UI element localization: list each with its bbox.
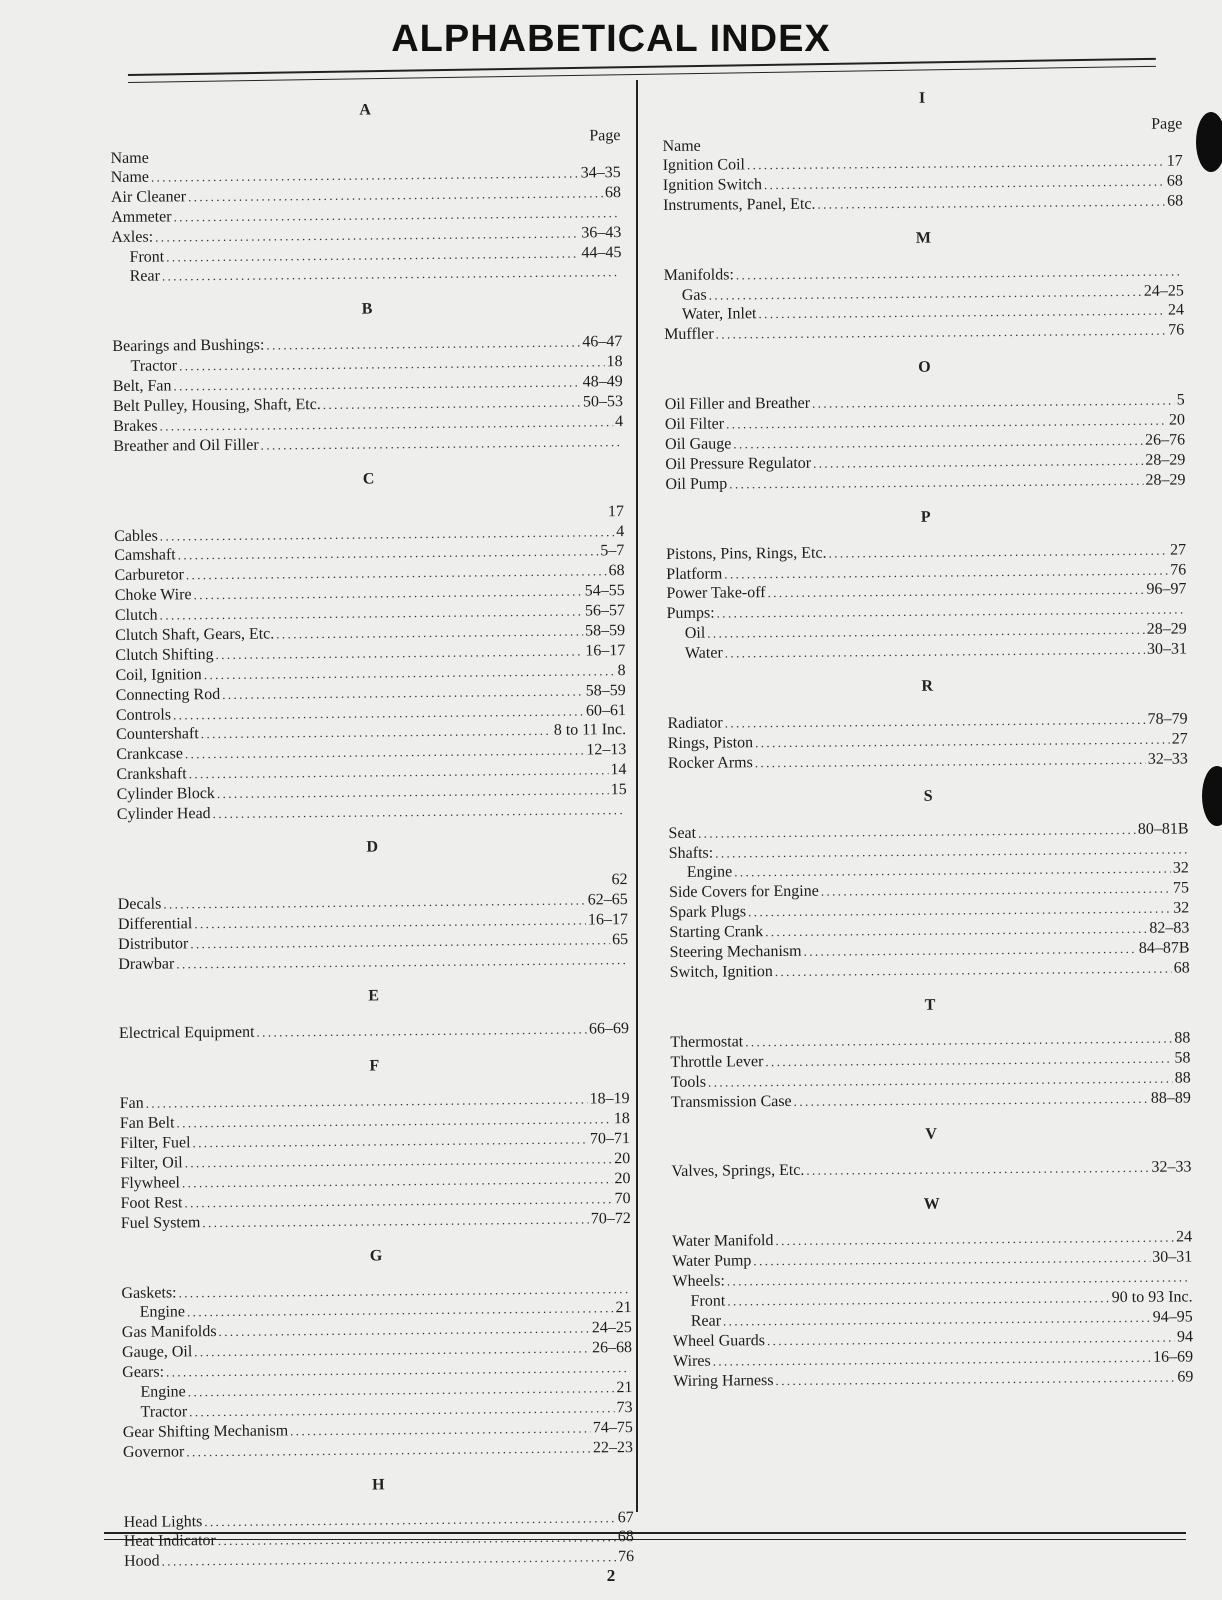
entry-page: 36–43	[581, 223, 622, 242]
index-column-right	[662, 81, 1193, 1401]
entry-label: Axles:	[111, 228, 154, 246]
leader-dots	[775, 1367, 1175, 1390]
entry-page: 20	[614, 1150, 631, 1168]
entry-page: 65	[612, 930, 629, 948]
entry-label: Platform	[666, 565, 723, 583]
entry-label: Gas	[681, 286, 707, 304]
entry-label: Head Lights	[123, 1512, 203, 1531]
entry-label: Wheels:	[672, 1272, 725, 1291]
entry-label: Oil Filler and Breather	[664, 394, 811, 414]
entry-page: 56–57	[584, 602, 626, 620]
entry-page: 4	[616, 522, 625, 540]
entry-page: 17	[1166, 152, 1183, 170]
entry-label: Distributor	[118, 934, 189, 953]
entry-label: Instruments, Panel, Etc.	[662, 195, 816, 214]
entry-page: 16–17	[587, 910, 628, 929]
entry-page: 75	[1172, 879, 1190, 897]
entry-label: Drawbar	[118, 954, 175, 973]
entry-label: Oil Pump	[665, 475, 728, 493]
entry-label: Belt, Fan	[112, 377, 172, 396]
entry-label: Clutch Shaft, Gears, Etc.	[115, 625, 275, 645]
entry-page: 24–25	[591, 1319, 632, 1337]
entry-label: Engine	[686, 863, 733, 882]
section-letter: P	[920, 508, 931, 526]
entry-label: Water, Inlet	[681, 305, 757, 324]
entry-page: 14	[610, 761, 627, 779]
entry-label: Oil Filter	[664, 415, 725, 434]
entry-page: 18–19	[589, 1090, 630, 1108]
entry-page: 27	[1171, 730, 1188, 748]
leader-dots	[725, 640, 1145, 664]
entry-label: Belt Pulley, Housing, Shaft, Etc.	[112, 396, 321, 416]
entry-page: 58	[1174, 1049, 1191, 1067]
entry-label: Air Cleaner	[110, 188, 187, 206]
entry-page: 78–79	[1147, 710, 1188, 728]
entry-label: Seat	[668, 824, 697, 842]
entry-page: 28–29	[1145, 451, 1186, 469]
entry-page: 94–95	[1152, 1308, 1193, 1326]
page-header: Page	[589, 127, 621, 145]
entry-page: 32–33	[1147, 750, 1188, 768]
entry-page: 8 to 11 Inc.	[553, 721, 627, 740]
entry-label: Differential	[117, 914, 193, 933]
entry-label: Starting Crank	[669, 923, 764, 942]
entry-label: Pumps:	[666, 604, 715, 623]
entry-page: 32	[1172, 859, 1189, 878]
entry-label: Electrical Equipment	[118, 1024, 255, 1043]
entry-page: 20	[614, 1169, 631, 1188]
entry-page: 18	[606, 353, 623, 371]
entry-page: 96–97	[1146, 580, 1187, 599]
entry-page: 68	[617, 1528, 634, 1546]
entry-page: 82–83	[1149, 919, 1190, 937]
entry-label: Transmission Case	[670, 1092, 792, 1111]
entry-label: Power Take-off	[666, 584, 766, 603]
entry-label: Carburetor	[114, 566, 184, 585]
entry-page: 48–49	[582, 373, 623, 391]
entry-page: 84–87B	[1138, 939, 1190, 957]
section-letter: C	[362, 470, 375, 488]
entry-page: 18	[613, 1110, 630, 1128]
section-letter: E	[368, 987, 380, 1005]
entry-label: Flywheel	[120, 1174, 181, 1192]
entry-label: Front	[690, 1292, 726, 1310]
entry-page: 67	[617, 1508, 634, 1526]
entry-page: 68	[604, 183, 622, 202]
entry-page: 44–45	[581, 243, 622, 262]
entry-label: Water Manifold	[672, 1232, 774, 1251]
entry-label: Decals	[117, 895, 162, 913]
entry-page: 74–75	[592, 1418, 633, 1437]
entry-page: 76	[1168, 321, 1185, 339]
leader-dots	[755, 750, 1146, 773]
entry-page: 50–53	[582, 393, 624, 411]
entry-page: 73	[616, 1398, 633, 1417]
entry-label: Oil	[684, 624, 706, 643]
section-letter: O	[918, 358, 931, 377]
entry-label: Engine	[139, 1303, 186, 1322]
entry-page: 68	[608, 562, 625, 580]
entry-label: Throttle Lever	[670, 1052, 764, 1071]
entry-label: Tools	[670, 1073, 707, 1091]
entry-label: Rear	[690, 1312, 722, 1330]
entry-label: Countershaft	[116, 725, 199, 744]
binder-hole-icon	[1202, 766, 1222, 826]
entry-label: Gears:	[122, 1363, 165, 1382]
entry-page: 16–17	[585, 642, 626, 660]
entry-page: 5–7	[600, 542, 625, 560]
leader-dots	[775, 959, 1172, 982]
entry-label: Muffler	[664, 325, 714, 344]
section-letter: I	[918, 89, 926, 107]
entry-label: Clutch	[114, 606, 158, 625]
section-letter: B	[361, 300, 373, 318]
entry-page: 88	[1174, 1029, 1191, 1047]
leader-dots	[729, 471, 1143, 495]
entry-page: 94	[1176, 1328, 1194, 1346]
entry-label: Cables	[114, 527, 158, 545]
entry-page: 26–76	[1145, 431, 1186, 449]
entry-page: 30–31	[1152, 1248, 1193, 1266]
entry-page: 4	[615, 412, 624, 431]
entry-label: Cylinder Block	[116, 785, 215, 804]
entry-label: Coil, Ignition	[115, 665, 202, 684]
page-number: 2	[606, 1566, 616, 1585]
entry-page: 70	[614, 1189, 631, 1207]
leader-dots	[213, 800, 625, 824]
entry-label: Front	[129, 248, 165, 266]
entry-label: Governor	[122, 1442, 185, 1461]
leader-dots	[120, 884, 610, 889]
entry-label: Gauge, Oil	[121, 1343, 193, 1362]
entry-label: Water	[684, 644, 723, 662]
entry-label: Foot Rest	[120, 1194, 183, 1212]
entry-page: 28–29	[1146, 620, 1187, 639]
section-letter: H	[372, 1475, 385, 1494]
entry-label: Water Pump	[672, 1252, 752, 1271]
entry-page: 46–47	[582, 333, 623, 351]
entry-label: Bearings and Bushings:	[112, 336, 265, 356]
entry-page: 68	[1166, 172, 1183, 190]
name-header: Name	[662, 137, 701, 155]
section-letter: A	[359, 101, 371, 119]
entry-label: Side Covers for Engine	[668, 883, 819, 902]
entry-label: Ignition Switch	[662, 176, 763, 194]
entry-label: Radiator	[667, 714, 723, 733]
entry-label: Thermostat	[670, 1033, 744, 1051]
top-double-rule	[128, 58, 1156, 83]
entry-page: 68	[1173, 959, 1190, 977]
entry-page: 70–72	[590, 1209, 631, 1228]
entry-label: Ignition Coil	[662, 156, 745, 174]
entry-label: Valves, Springs, Etc.	[671, 1162, 805, 1181]
section-letter: G	[369, 1246, 383, 1265]
entry-label: Brakes	[113, 417, 158, 435]
binder-hole-icon	[1196, 112, 1222, 172]
entry-label: Oil Gauge	[665, 435, 732, 454]
entry-page: 21	[615, 1299, 632, 1317]
section-letter: F	[369, 1057, 380, 1075]
entry-label: Steering Mechanism	[669, 942, 802, 962]
entry-page: 22–23	[592, 1438, 634, 1457]
entry-label: Filter, Oil	[120, 1154, 183, 1172]
entry-label: Clutch Shifting	[115, 645, 214, 664]
entry-label: Gas Manifolds	[121, 1323, 217, 1342]
entry-page: 32–33	[1151, 1158, 1192, 1177]
entry-page: 15	[610, 781, 627, 799]
entry-label: Cylinder Head	[116, 805, 211, 824]
entry-page: 90 to 93 Inc.	[1111, 1288, 1193, 1307]
entry-label: Rocker Arms	[667, 754, 753, 772]
entry-label: Tractor	[130, 357, 178, 376]
entry-page: 58–59	[585, 622, 626, 640]
entry-label: Wiring Harness	[673, 1371, 774, 1390]
page-header: Page	[1151, 115, 1183, 133]
entry-page: 26–68	[591, 1339, 633, 1357]
entry-label: Shafts:	[668, 844, 714, 862]
entry-label: Engine	[140, 1383, 186, 1401]
entry-page: 54–55	[584, 582, 625, 600]
entry-page: 66–69	[588, 1020, 630, 1038]
entry-page: 24	[1175, 1228, 1193, 1246]
entry-page: 27	[1169, 541, 1187, 559]
index-column-left	[110, 93, 634, 1582]
entry-page: 58–59	[585, 681, 626, 700]
entry-label: Wires	[673, 1352, 711, 1370]
leader-dots	[116, 516, 606, 521]
entry-page: 28–29	[1145, 471, 1186, 489]
entry-label: Filter, Fuel	[119, 1134, 191, 1153]
entry-label: Oil Pressure Regulator	[665, 454, 812, 473]
section-letter: V	[925, 1126, 938, 1144]
entry-label: Gear Shifting Mechanism	[122, 1422, 289, 1441]
entry-page: 24–25	[1143, 282, 1184, 300]
entry-page: 21	[616, 1379, 633, 1397]
name-header: Name	[110, 149, 149, 167]
entry-page: 62	[611, 871, 628, 889]
entry-page: 69	[1177, 1367, 1194, 1386]
entry-label: Breather and Oil Filler	[113, 436, 259, 455]
entry-label: Rear	[129, 267, 161, 286]
entry-page: 70–71	[589, 1130, 631, 1148]
leader-dots	[256, 1020, 587, 1043]
entry-page: 34–35	[580, 164, 621, 182]
page-title: ALPHABETICAL INDEX	[391, 18, 831, 60]
entry-label: Ammeter	[111, 208, 172, 226]
entry-page: 76	[1170, 561, 1187, 579]
entry-label: Heat Indicator	[123, 1532, 216, 1551]
leader-dots	[202, 1209, 589, 1233]
entry-label: Gaskets:	[121, 1283, 177, 1302]
column-header	[662, 111, 1182, 156]
entry-page: 8	[617, 661, 626, 679]
entry-label: Controls	[115, 706, 172, 724]
entry-label: Manifolds:	[663, 266, 734, 284]
entry-page: 32	[1173, 899, 1190, 917]
entry-label: Pistons, Pins, Rings, Etc.	[666, 544, 827, 563]
entry-label: Spark Plugs	[669, 903, 747, 922]
leader-dots	[186, 1438, 591, 1462]
entry-page: 62–65	[587, 890, 628, 909]
entry-page: 16–69	[1153, 1348, 1194, 1366]
section-letter: T	[924, 996, 936, 1014]
section-letter: W	[923, 1195, 940, 1214]
entry-page: 80–81B	[1137, 820, 1189, 838]
leader-dots	[794, 1088, 1149, 1111]
entry-page: 88	[1174, 1069, 1191, 1087]
column-divider	[636, 80, 638, 1512]
section-letter: M	[915, 229, 931, 247]
entry-page: 12–13	[586, 741, 627, 759]
leader-dots	[817, 191, 1165, 214]
entry-page: 88–89	[1150, 1088, 1191, 1107]
entry-page: 68	[1166, 192, 1184, 210]
entry-page: 24	[1167, 301, 1185, 320]
entry-label: Name	[110, 168, 150, 186]
entry-label: Wheel Guards	[672, 1331, 765, 1350]
entry-label: Fuel System	[120, 1213, 201, 1232]
column-header	[110, 123, 620, 168]
leader-dots	[323, 393, 581, 415]
entry-label: Crankshaft	[116, 765, 187, 784]
entry-label: Hood	[123, 1552, 160, 1571]
entry-label: Crankcase	[116, 745, 184, 764]
leader-dots	[716, 321, 1167, 345]
entry-page: 5	[1176, 391, 1185, 409]
entry-label: Fan	[119, 1095, 144, 1113]
entry-page: 30–31	[1146, 640, 1188, 658]
entry-page: 17	[607, 502, 625, 520]
section-letter: R	[921, 677, 934, 695]
entry-page: 76	[617, 1548, 635, 1566]
entry-page: 20	[1168, 411, 1186, 429]
entry-label: Choke Wire	[114, 586, 192, 605]
entry-page: 60–61	[585, 701, 626, 720]
entry-label: Switch, Ignition	[669, 963, 773, 981]
leader-dots	[806, 1158, 1149, 1181]
entry-label: Rings, Piston	[667, 734, 754, 752]
section-letter: D	[366, 838, 379, 856]
entry-label: Tractor	[140, 1403, 188, 1421]
entry-label: Fan Belt	[119, 1114, 175, 1133]
entry-label: Camshaft	[114, 546, 176, 565]
bottom-double-rule	[104, 1532, 1186, 1540]
entry-label: Connecting Rod	[115, 685, 221, 704]
section-letter: S	[923, 787, 933, 805]
leader-dots	[261, 432, 622, 455]
